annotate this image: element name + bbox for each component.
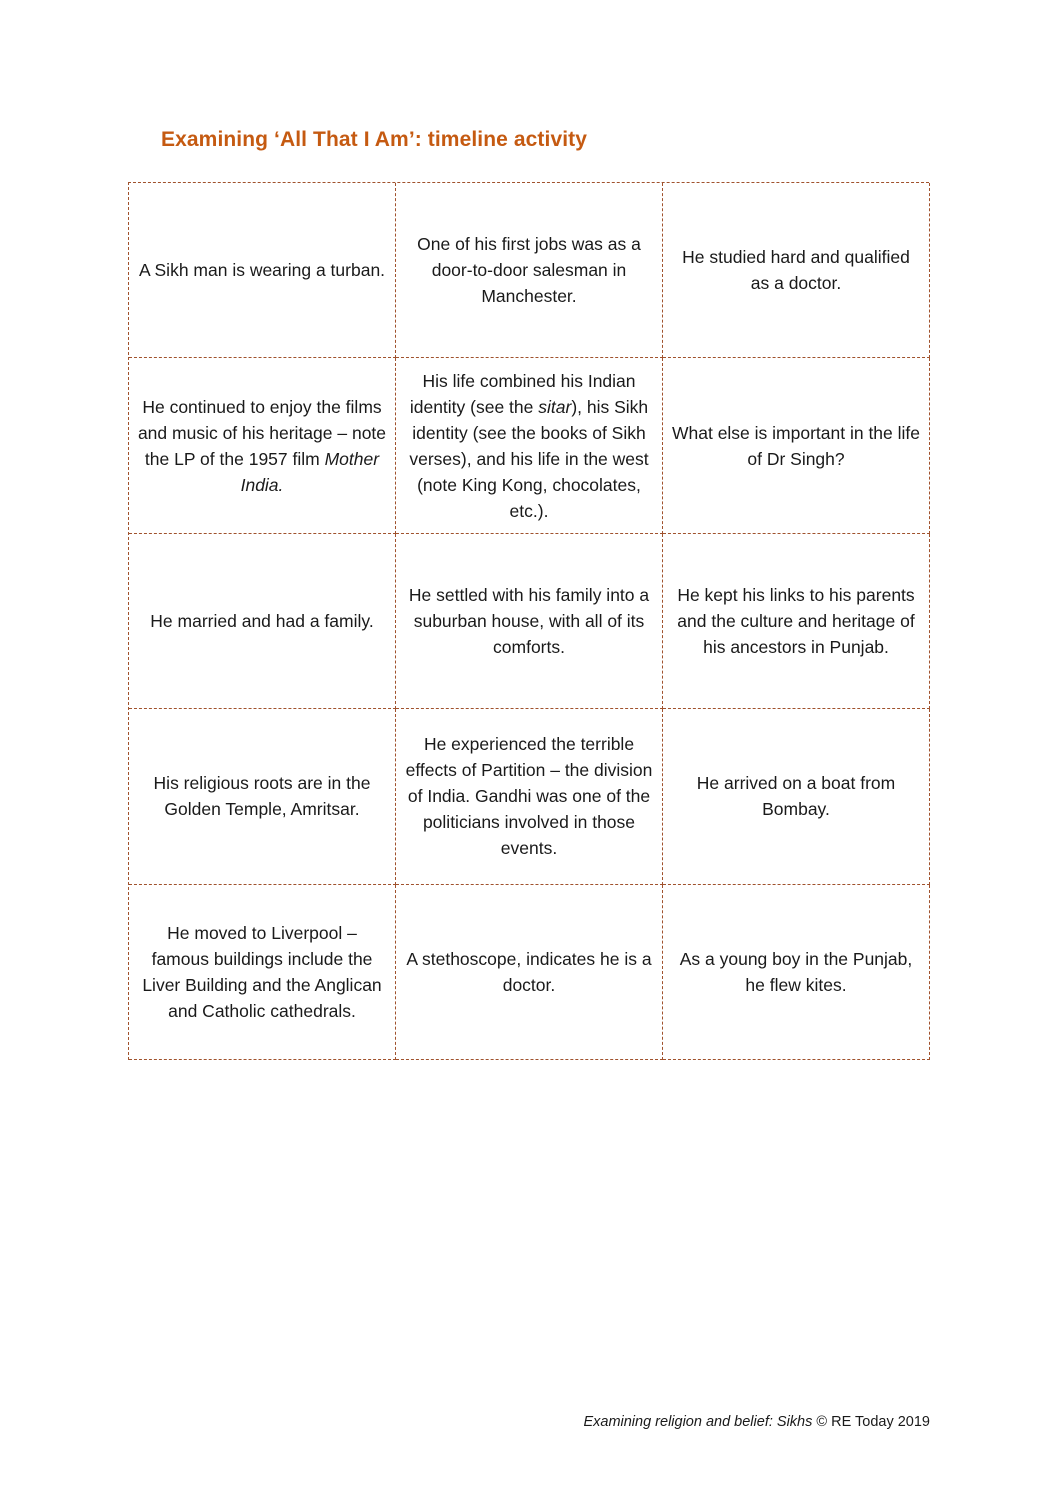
timeline-card-doctor-qualified [663,183,930,358]
timeline-card-boat-bombay [663,709,930,884]
card-text: His religious roots are in the Golden Temple, Amritsar. [153,773,371,820]
timeline-card-question [663,358,930,533]
page-footer [583,1414,930,1430]
card-text: What else is important in the life of Dr Singh? [671,422,921,469]
timeline-card-suburban-house [396,534,663,709]
page-title: Examining ‘All That I Am’: timeline activity [161,128,588,151]
card-text: One of his first jobs was as a door-to-door salesman in Manchester. [417,234,641,307]
footer-copyright: © RE Today 2019 [816,1414,930,1430]
timeline-card-golden-temple [129,709,396,884]
timeline-card-grid [128,182,929,1060]
card-text: A Sikh man is wearing a turban. [138,260,386,281]
card-text: He arrived on a boat from Bombay. [696,773,896,820]
card-text: A stethoscope, indicates he is a doctor. [406,948,652,995]
timeline-card-combined-identity [396,358,663,533]
timeline-card-stethoscope [396,885,663,1060]
card-text: He married and had a family. [150,610,374,631]
timeline-card-married [129,534,396,709]
footer-title: Examining religion and belief: Sikhs [583,1414,813,1430]
card-text: He continued to enjoy the films and music of his heritage – note the LP of the 1957 film Mother India. [137,396,387,495]
timeline-card-heritage-films [129,358,396,533]
card-text: As a young boy in the Punjab, he flew kites. [679,948,913,995]
card-text: He moved to Liverpool – famous buildings include the Liver Building and the Anglican and Catholic cathedrals. [142,922,382,1021]
timeline-card-kites [663,885,930,1060]
card-text: His life combined his Indian identity (see the sitar), his Sikh identity (see the books of Sikh verses), and his life in the west (note King Kong, chocolates, etc.). [409,370,649,521]
card-text: He kept his links to his parents and the culture and heritage of his ancestors in Punjab. [677,584,915,657]
timeline-card-punjab-links [663,534,930,709]
timeline-card-turban [129,183,396,358]
timeline-card-partition [396,709,663,884]
timeline-card-liverpool [129,885,396,1060]
card-text: He experienced the terrible effects of Partition – the division of India. Gandhi was one of the politicians involved in those events. [405,734,653,859]
card-text: He studied hard and qualified as a doctor. [682,247,910,294]
card-text: He settled with his family into a suburban house, with all of its comforts. [408,584,650,657]
timeline-card-salesman [396,183,663,358]
